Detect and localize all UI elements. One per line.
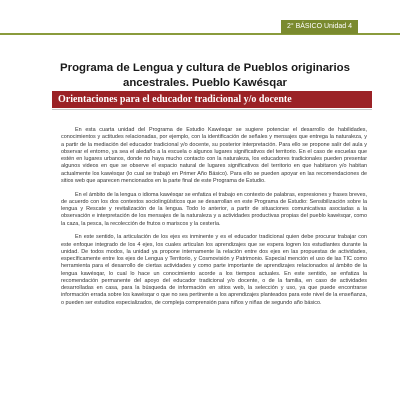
title-line-2: ancestrales. Pueblo Kawésqar	[123, 76, 287, 89]
grade-unit-badge: 2° BÁSICO Unidad 4	[281, 20, 358, 34]
section-heading: Orientaciones para el educador tradicional y/o docente	[52, 91, 372, 108]
paragraph-1: En esta cuarta unidad del Programa de Estudio Kawésqar se sugiere potenciar el desarrollo de habilidades, conocimientos y actitudes relacionadas, por ejemplo, con la identificación de señales y mensajes que entrega la naturaleza, y a partir de la mediación del educador tradicional y/o docente, su posterior interpretación. Para ello se propone salir del aula y observar el entorno, ya sea el aledaño a la escuela o algunos lugares significativos del territorio. En el caso de escuelas que estén en lugares urbanos, donde no haya mucho contacto con la naturaleza, los educadores tradicionales pueden presentar algunos videos en que se observe el espacio natural de lugares significativos del territorio en que habitaron y/o habitan actualmente los kawésqar (lo cual se trabajó en Primer Año Básico). Para ello se pueden apoyar en las recomendaciones de sitios web que aparecen mencionados en la parte final de este Programa de Estudio.	[61, 127, 367, 184]
body-text	[61, 127, 367, 313]
paragraph-2: En el ámbito de la lengua o idioma kawésqar se enfatiza el trabajo en contexto de palabras, expresiones y frases breves, de acuerdo con los dos contextos sociolingüísticos que se desarrollan en este Programa de Estudio: Sensibilización sobre la lengua y Rescate y revitalización de la lengua. Todo lo anterior, a partir de situaciones comunicativas asociadas a la observación e interpretación de los mensajes de la naturaleza y a actividades productivas propias del pueblo kawésqar, como la caza, la pesca, la recolección de frutos o mariscos y la cestería.	[61, 191, 367, 227]
title-line-1: Programa de Lengua y cultura de Pueblos originarios	[60, 62, 350, 74]
document-title	[40, 61, 370, 90]
section-divider	[52, 109, 372, 110]
page-header	[0, 0, 400, 36]
paragraph-3: En este sentido, la articulación de los ejes es inminente y es el educador tradicional quien debe procurar trabajar con este enfoque integrado de los 4 ejes, los cuales articulan los aprendizajes que se espera logren los estudiantes durante la unidad. De todos modos, la unidad ya propone internamente la relación entre dos ejes en las propuestas de actividades, específicamente entre los ejes de Lengua y Territorio, y Cosmovisión y Patrimonio. Especial mención el uso de las TIC como herramienta para el desarrollo de ciertas actividades y como parte importante de aprendizajes relacionados al ámbito de la lengua kawésqar, lo cual lo hace un conocimiento acorde a los tiempos actuales. En este sentido, se enfatiza la recomendación permanente del apoyo del educador tradicional y/o docente, o de la familia, en caso de actividades desarrolladas en casa, para la búsqueda de información en sitios web, la selección y uso, ya que puede encontrarse información errada sobre los kawésqar o que no sea pertinente a los aprendizajes planteados para este nivel de la enseñanza, o pueden ser estudios especializados, de compleja comprensión para niños y niñas de segundo año básico.	[61, 234, 367, 306]
